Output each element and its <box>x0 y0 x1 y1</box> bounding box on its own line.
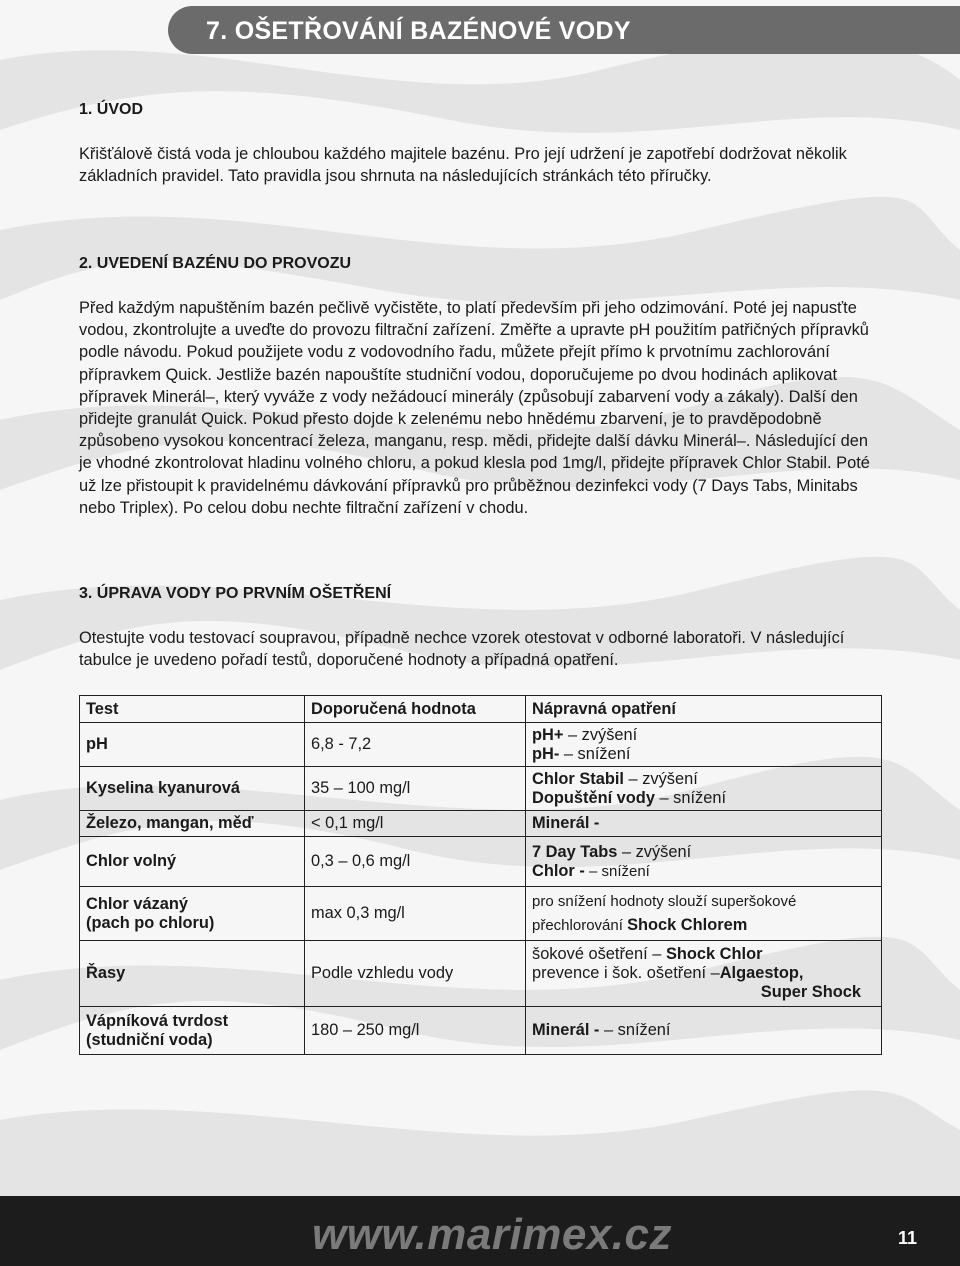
product-name: pH- <box>532 744 560 763</box>
table-cell-value: 0,3 – 0,6 mg/l <box>305 837 526 887</box>
chapter-title: 7. OŠETŘOVÁNÍ BAZÉNOVÉ VODY <box>206 17 631 45</box>
website-link[interactable]: www.marimex.cz <box>312 1210 672 1259</box>
table-cell-action <box>526 837 882 887</box>
section-text-startup: Před každým napuštěním bazén pečlivě vyčistěte, to platí především při jeho odzimování. Poté jej napusťte vodou, zkontrolujte a uveďte do provozu filtrační zařízení. Změřte a upravte pH použitím patřičných přípravků podle návodu. Pokud použijete vodu z vodovodního řadu, můžete přejít přímo k prvotnímu zachlorování přípravkem Quick. Jestliže bazén napouštíte studniční vodou, doporučujeme po dvou hodinách aplikovat přípravek Minerál–, který vyváže z vody nežádoucí minerály (způsobují zabarvení vody a zákaly). Další den přidejte granulát Quick. Pokud přesto dojde k zelenému nebo hnědému zbarvení, je to pravděpodobně způsobeno vysokou koncentrací železa, manganu, resp. mědi, přidejte další dávku Minerál–. Následující den je vhodné zkontrolovat hladinu volného chloru, a pokud klesla pod 1mg/l, přidejte přípravek Chlor Stabil. Poté už lze přistoupit k pravidelnému dávkování přípravků pro průběžnou dezinfekci vody (7 Days Tabs, Minitabs nebo Triplex). Po celou dobu nechte filtrační zařízení v chodu. <box>79 299 870 517</box>
table-header-row <box>80 696 882 723</box>
table-cell-action <box>526 887 882 941</box>
water-test-table <box>79 695 882 1055</box>
section-heading-intro: 1. ÚVOD <box>79 101 144 118</box>
table-row <box>80 837 882 887</box>
product-name: Minerál - <box>532 1021 600 1039</box>
table-row <box>80 1007 882 1055</box>
action-text: – snížení <box>584 862 650 880</box>
chapter-title-bar <box>168 6 960 54</box>
product-name: Dopuštění vody <box>532 788 655 807</box>
table-row <box>80 941 882 1007</box>
page-number: 11 <box>898 1228 918 1248</box>
table-cell-test: Chlor volný <box>80 837 305 887</box>
section-heading-treatment: 3. ÚPRAVA VODY PO PRVNÍM OŠETŘENÍ <box>79 585 392 602</box>
table-row <box>80 811 882 837</box>
table-cell-value: max 0,3 mg/l <box>305 887 526 941</box>
action-text: prevence i šok. ošetření – <box>532 964 720 982</box>
product-name: Algaestop, <box>719 964 804 982</box>
table-row <box>80 767 882 811</box>
test-name-line: Vápníková tvrdost <box>86 1011 229 1030</box>
action-text: – snížení <box>559 744 631 763</box>
table-cell-action <box>526 767 882 811</box>
table-header-action: Nápravná opatření <box>526 696 882 723</box>
table-cell-value: 35 – 100 mg/l <box>305 767 526 811</box>
action-text: – zvýšení <box>623 769 698 788</box>
page-footer <box>0 1196 960 1266</box>
table-row <box>80 887 882 941</box>
test-name-line: Chlor vázaný <box>86 894 189 913</box>
product-name: Chlor - <box>532 861 585 880</box>
table-cell-action <box>526 1007 882 1055</box>
table-cell-value: 180 – 250 mg/l <box>305 1007 526 1055</box>
table-cell-test: pH <box>80 723 305 767</box>
table-row <box>80 723 882 767</box>
table-cell-action <box>526 723 882 767</box>
table-cell-action <box>526 941 882 1007</box>
action-text: – snížení <box>654 788 727 807</box>
table-cell-action <box>526 811 882 837</box>
product-name: Minerál - <box>532 814 600 832</box>
table-cell-test: Řasy <box>80 941 305 1007</box>
product-name: Shock Chlor <box>665 945 763 963</box>
action-text: pro snížení hodnoty slouží superšokové <box>532 892 797 910</box>
action-text: – zvýšení <box>617 842 692 861</box>
table-cell-test: Železo, mangan, měď <box>80 811 305 837</box>
section-text-intro: Křišťálově čistá voda je chloubou každého majitele bazénu. Pro její udržení je zapotřebí dodržovat několik základních pravidel. Tato pravidla jsou shrnuta na následujících stránkách této příručky. <box>79 145 847 186</box>
table-cell-test <box>80 887 305 941</box>
section-heading-startup: 2. UVEDENÍ BAZÉNU DO PROVOZU <box>79 255 352 272</box>
action-text: přechlorování <box>532 916 628 934</box>
test-name-line: (pach po chloru) <box>86 913 215 932</box>
product-name: Super Shock <box>760 983 861 1001</box>
table-header-test: Test <box>80 696 305 723</box>
table-cell-value: Podle vzhledu vody <box>305 941 526 1007</box>
test-name-line: (studniční voda) <box>86 1030 213 1049</box>
table-cell-value: < 0,1 mg/l <box>305 811 526 837</box>
table-cell-test: Kyselina kyanurová <box>80 767 305 811</box>
product-name: 7 Day Tabs <box>532 842 618 861</box>
table-header-value: Doporučená hodnota <box>305 696 526 723</box>
table-cell-value: 6,8 - 7,2 <box>305 723 526 767</box>
action-text: šokové ošetření – <box>532 945 666 963</box>
product-name: pH+ <box>532 725 564 744</box>
product-name: Chlor Stabil <box>532 769 624 788</box>
section-text-treatment: Otestujte vodu testovací soupravou, případně nechce vzorek otestovat v odborné laboratoři. V následující tabulce je uvedeno pořadí testů, doporučené hodnoty a případná opatření. <box>79 629 845 670</box>
product-name: Shock Chlorem <box>627 915 748 934</box>
table-cell-test <box>80 1007 305 1055</box>
action-text: – zvýšení <box>563 725 638 744</box>
action-text: – snížení <box>599 1021 671 1039</box>
